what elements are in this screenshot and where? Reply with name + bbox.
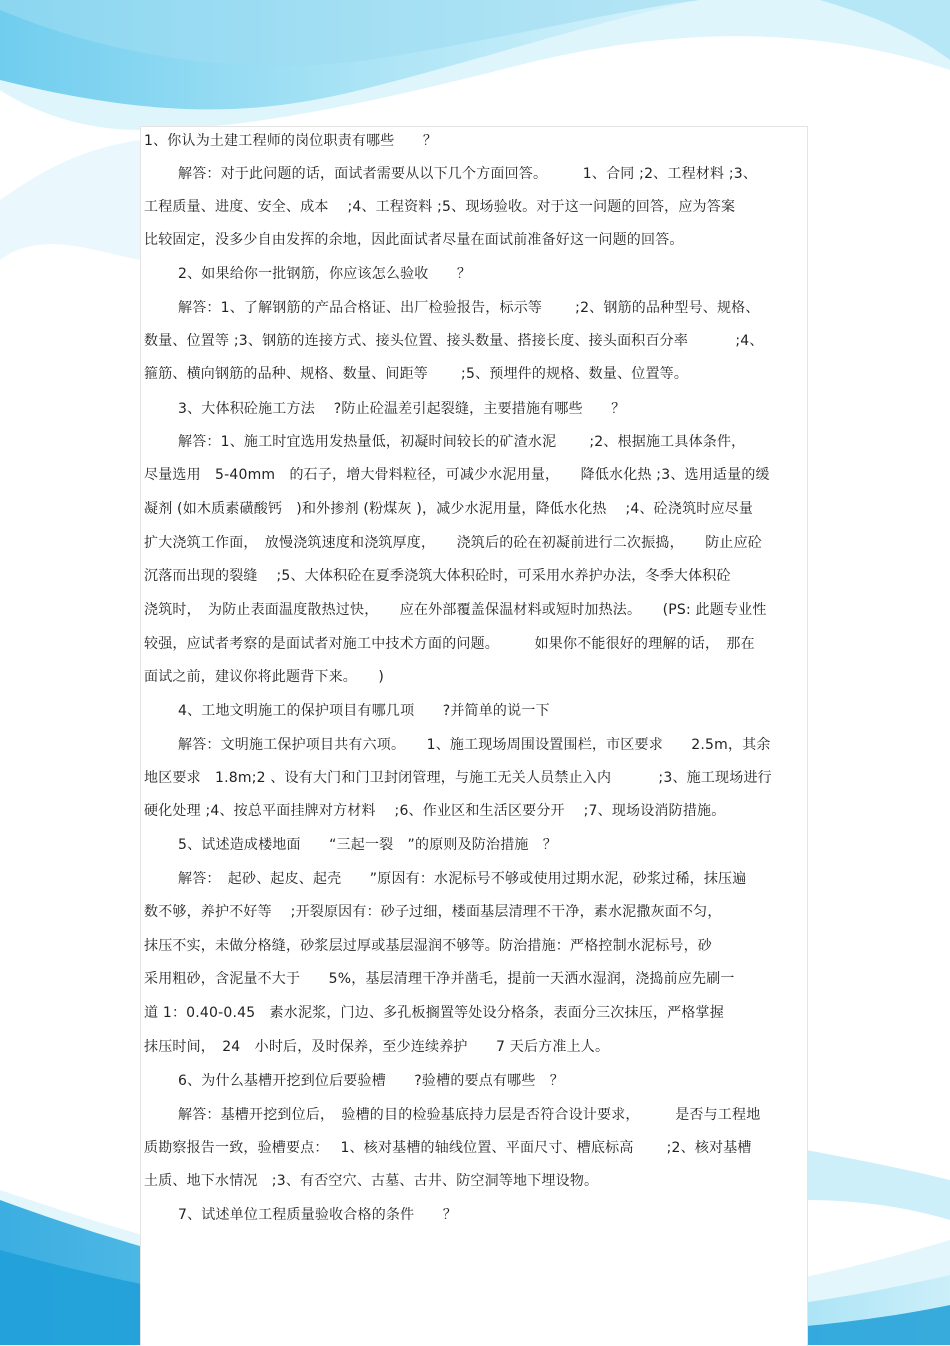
answer-1-line-2: 工程质量、进度、安全、成本 ;4、工程资料 ;5、现场验收。对于这一问题的回答，应为答案 [144,199,736,215]
answer-3-line-4: 扩大浇筑工作面， 放慢浇筑速度和浇筑厚度， 浇筑后的砼在初凝前进行二次振捣， 防止应砼 [144,535,762,551]
answer-2-line-3: 箍筋、横向钢筋的品种、规格、数量、间距等 ;5、预埋件的规格、数量、位置等。 [144,366,689,382]
question-5: 5、试述造成楼地面 “三起一裂 ”的原则及防治措施 ？ [178,837,558,853]
answer-2-line-2: 数量、位置等 ;3、钢筋的连接方式、接头位置、接头数量、搭接长度、接头面积百分率 ;4、 [144,333,764,349]
answer-5-line-6: 抹压时间， 24 小时后，及时保养，至少连续养护 7 天后方准上人。 [144,1039,610,1055]
answer-3-line-7: 较强，应试者考察的是面试者对施工中技术方面的问题。 如果你不能很好的理解的话， 那在 [144,636,755,652]
answer-4-line-2: 地区要求 1.8m;2 、设有大门和门卫封闭管理，与施工无关人员禁止入内 ;3、施工现场进行 [144,770,772,786]
answer-3-line-8: 面试之前，建议你将此题背下来。 ) [144,669,385,685]
question-7: 7、试述单位工程质量验收合格的条件 ？ [178,1207,457,1223]
question-2: 2、如果给你一批钢筋，你应该怎么验收 ？ [178,266,472,282]
answer-3-line-5: 沉落而出现的裂缝 ;5、大体积砼在夏季浇筑大体积砼时，可采用水养护办法，冬季大体积砼 [144,568,731,584]
answer-6-line-3: 土质、地下水情况 ;3、有否空穴、古墓、古井、防空洞等地下埋设物。 [144,1173,599,1189]
answer-3-line-1: 解答：1、施工时宜选用发热量低，初凝时间较长的矿渣水泥 ;2、根据施工具体条件， [178,434,746,450]
answer-6-line-2: 质勘察报告一致，验槽要点： 1、核对基槽的轴线位置、平面尺寸、槽底标高 ;2、核对基槽 [144,1140,752,1156]
answer-2-line-1: 解答：1、了解钢筋的产品合格证、出厂检验报告，标示等 ;2、钢筋的品种型号、规格、 [178,300,760,316]
answer-1-line-1: 解答：对于此问题的话，面试者需要从以下几个方面回答。 1、合同 ;2、工程材料 ;3、 [178,166,758,182]
answer-4-line-3: 硬化处理 ;4、按总平面挂牌对方材料 ;6、作业区和生活区要分开 ;7、现场设消防措施。 [144,803,726,819]
question-6: 6、为什么基槽开挖到位后要验槽 ?验槽的要点有哪些 ？ [178,1073,564,1089]
answer-5-line-2: 数不够，养护不好等 ;开裂原因有：砂子过细，楼面基层清理不干净，素水泥撒灰面不匀， [144,904,722,920]
question-4: 4、工地文明施工的保护项目有哪几项 ?并简单的说一下 [178,703,550,719]
answer-5-line-3: 抹压不实，未做分格缝，砂浆层过厚或基层湿润不够等。防治措施：严格控制水泥标号，砂 [144,938,712,954]
answer-4-line-1: 解答：文明施工保护项目共有六项。 1、施工现场周围设置围栏，市区要求 2.5m，其余 [178,737,771,753]
answer-5-line-5: 道 1：0.40-0.45 素水泥浆，门边、多孔板搁置等处设分格条，表面分三次抹压，严格掌握 [144,1005,724,1021]
question-3: 3、大体积砼施工方法 ?防止砼温差引起裂缝，主要措施有哪些 ？ [178,401,626,417]
answer-5-line-1: 解答： 起砂、起皮、起壳 ”原因有：水泥标号不够或使用过期水泥，砂浆过稀，抹压遍 [178,871,747,887]
question-1: 1、你认为土建工程师的岗位职责有哪些 ？ [144,133,438,149]
answer-5-line-4: 采用粗砂，含泥量不大于 5%，基层清理干净并凿毛，提前一天洒水湿润，浇捣前应先刷一 [144,971,735,987]
answer-3-line-3: 凝剂 (如木质素磺酸钙 )和外掺剂 (粉煤灰 )，减少水泥用量，降低水化热 ;4、砼浇筑时应尽量 [144,501,754,517]
answer-3-line-2: 尽量选用 5-40mm 的石子，增大骨料粒径，可减少水泥用量， 降低水化热 ;3、选用适量的缓 [144,467,770,483]
answer-3-line-6: 浇筑时， 为防止表面温度散热过快， 应在外部覆盖保温材料或短时加热法。 (PS: 此题专业性 [144,602,767,618]
answer-6-line-1: 解答：基槽开挖到位后， 验槽的目的检验基底持力层是否符合设计要求， 是否与工程地 [178,1107,761,1123]
answer-1-line-3: 比较固定，没多少自由发挥的余地，因此面试者尽量在面试前准备好这一问题的回答。 [144,232,684,248]
